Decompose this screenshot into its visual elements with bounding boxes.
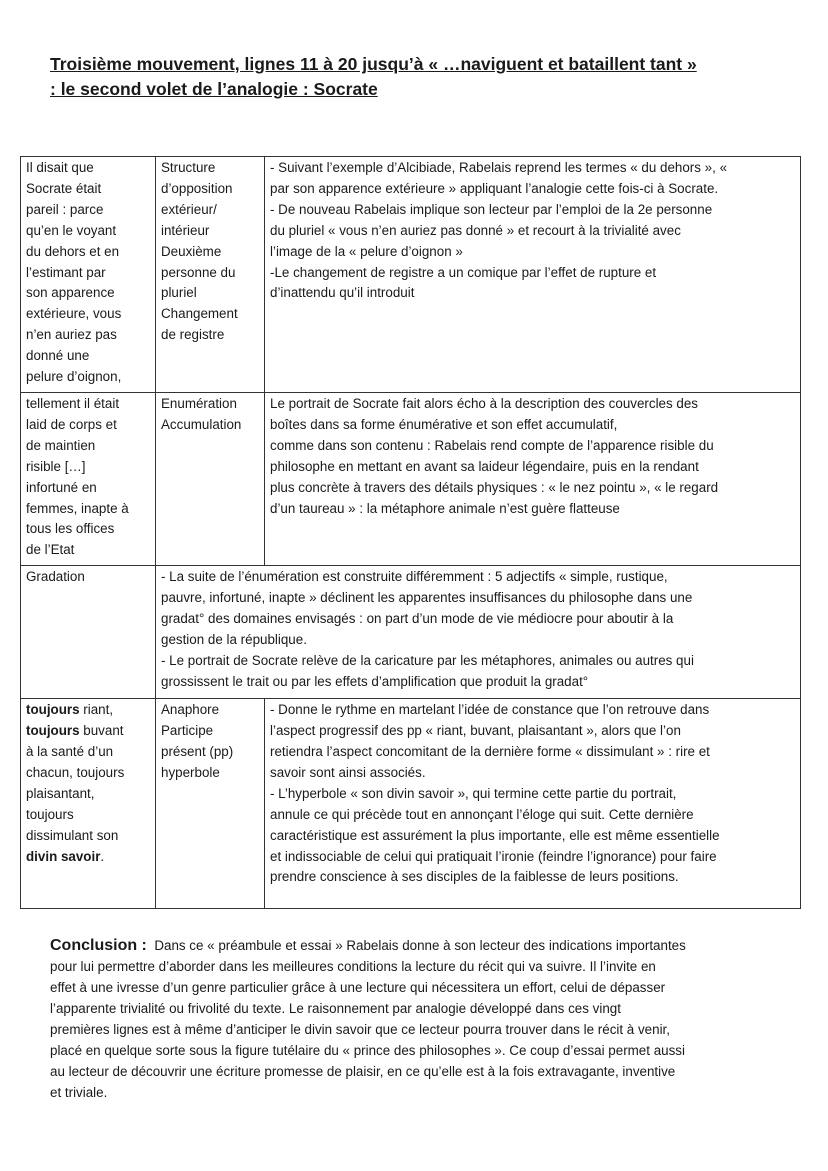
text-line: extérieur/ <box>161 201 217 217</box>
quote-line <box>26 721 151 742</box>
text-line: - Donne le rythme en martelant l’idée de constance que l’on retrouve dans <box>270 702 710 718</box>
text-line: personne du <box>161 264 236 280</box>
text-line: présent (pp) <box>161 744 234 760</box>
text-line: d’un taureau » : la métaphore animale n’est guère flatteuse <box>270 500 620 516</box>
conclusion-line: premières lignes est à même d’anticiper le divin savoir que ce lecteur pourra trouver dans le récit à venir, <box>50 1022 670 1037</box>
conclusion-line: Dans ce « préambule et essai » Rabelais donne à son lecteur des indications importantes <box>146 938 686 953</box>
table-row <box>21 566 801 699</box>
text-line: d’inattendu qu’il introduit <box>270 285 415 301</box>
conclusion-paragraph <box>50 935 795 1103</box>
text-line: laid de corps et <box>26 416 117 432</box>
text-line: risible […] <box>26 458 86 474</box>
conclusion-line: l’apparente trivialité ou frivolité du texte. Le raisonnement par analogie développé dans ces vingt <box>50 1001 621 1016</box>
text-line: -Le changement de registre a un comique par l’effet de rupture et <box>270 264 657 280</box>
device-cell <box>156 699 265 909</box>
text-line: de registre <box>161 327 225 343</box>
quote-text: buvant <box>79 723 124 739</box>
quote-line: plaisantant, <box>26 785 95 801</box>
quote-cell <box>21 157 156 393</box>
table-row <box>21 392 801 565</box>
text-line: prendre conscience à ses disciples de la faiblesse de leurs positions. <box>270 869 679 885</box>
quote-line: dissimulant son <box>26 827 119 843</box>
commentary-cell <box>265 699 801 909</box>
quote-text: riant, <box>79 702 114 718</box>
conclusion-line: effet à une ivresse d’un genre particulier grâce à une lecture qui nécessitera un effort, celui de dépasser <box>50 980 666 995</box>
text-line: n’en auriez pas <box>26 327 117 343</box>
quote-line: chacun, toujours <box>26 764 125 780</box>
text-line: du dehors et en <box>26 243 120 259</box>
commentary-cell <box>156 566 801 699</box>
analysis-table <box>20 156 801 909</box>
text-line: Structure <box>161 160 216 175</box>
text-line: gradat° des domaines envisagés : on part d’un mode de vie médiocre pour aboutir à la <box>161 611 674 627</box>
text-line: - Suivant l’exemple d’Alcibiade, Rabelais reprend les termes « du dehors », « <box>270 160 728 175</box>
text-line: annule ce qui précède tout en annonçant l’éloge qui suit. Cette dernière <box>270 806 694 822</box>
text-line: et indissociable de celui qui pratiquait l’ironie (feindre l’ignorance) pour faire <box>270 848 717 864</box>
text-line: donné une <box>26 348 90 364</box>
device-cell <box>156 157 265 393</box>
emphasis: toujours <box>26 723 80 739</box>
quote-line <box>26 847 151 868</box>
text-line: philosophe en mettant en avant sa laideur légendaire, puis en la rendant <box>270 458 699 474</box>
text-line: - Le portrait de Socrate relève de la caricature par les métaphores, animales ou autres qui <box>161 652 694 668</box>
conclusion-line: pour lui permettre d’aborder dans les meilleures conditions la lecture du récit qui va suivre. Il l’invite en <box>50 959 656 974</box>
text-line: pelure d’oignon, <box>26 369 122 385</box>
conclusion-line: au lecteur de découvrir une écriture promesse de plaisir, en ce qu’elle est à la fois extravagante, inventive <box>50 1064 676 1079</box>
text-line: Participe <box>161 723 214 739</box>
text-line: grossissent le trait ou par les effets d’amplification que produit la gradat° <box>161 673 589 689</box>
text-line: - L’hyperbole « son divin savoir », qui termine cette partie du portrait, <box>270 785 677 801</box>
quote-text: . <box>100 848 105 864</box>
text-line: hyperbole <box>161 764 220 780</box>
quote-cell <box>21 392 156 565</box>
quote-cell <box>21 699 156 909</box>
quote-cell <box>21 566 156 699</box>
text-line: Le portrait de Socrate fait alors écho à la description des couvercles des <box>270 395 698 411</box>
text-line: l’image de la « pelure d’oignon » <box>270 243 463 259</box>
text-line: infortuné en <box>26 479 97 495</box>
text-line: gestion de la république. <box>161 631 307 647</box>
text-line: Changement <box>161 306 238 322</box>
device-cell <box>156 392 265 565</box>
conclusion-body <box>50 938 686 1100</box>
conclusion-label: Conclusion : <box>50 937 147 954</box>
commentary-cell <box>265 157 801 393</box>
text-line: de maintien <box>26 437 96 453</box>
text-line: l’estimant par <box>26 264 106 280</box>
text-line: pluriel <box>161 285 197 301</box>
text-line: l’aspect progressif des pp « riant, buvant, plaisantant », alors que l’on <box>270 723 681 739</box>
text-line: - De nouveau Rabelais implique son lecteur par l’emploi de la 2e personne <box>270 201 713 217</box>
text-line: du pluriel « vous n’en auriez pas donné » et recourt à la trivialité avec <box>270 222 681 238</box>
text-line: comme dans son contenu : Rabelais rend compte de l’apparence risible du <box>270 437 714 453</box>
quote-line: à la santé d’un <box>26 744 114 760</box>
text-line: Anaphore <box>161 702 220 718</box>
text-line: Enumération <box>161 395 237 411</box>
text-line: intérieur <box>161 222 210 238</box>
title-line-2: : le second volet de l’analogie : Socrate <box>50 79 378 99</box>
conclusion-line: et triviale. <box>50 1085 108 1100</box>
text-line: extérieure, vous <box>26 306 122 322</box>
text-line: retiendra l’aspect concomitant de la dernière forme « dissimulant » : rire et <box>270 744 710 760</box>
text-line: par son apparence extérieure » appliquant l’analogie cette fois-ci à Socrate. <box>270 180 719 196</box>
text-line: Socrate était <box>26 180 102 196</box>
text-line: plus concrète à travers des détails physiques : « le nez pointu », « le regard <box>270 479 719 495</box>
text-line: savoir sont ainsi associés. <box>270 764 426 780</box>
text-line: Accumulation <box>161 416 242 432</box>
text-line: Gradation <box>26 569 85 585</box>
conclusion-line: placé en quelque sorte sous la figure tutélaire du « prince des philosophes ». Ce coup d’essai permet aussi <box>50 1043 685 1058</box>
text-line: pareil : parce <box>26 201 104 217</box>
table-row <box>21 699 801 909</box>
text-line: son apparence <box>26 285 115 301</box>
text-line: de l’Etat <box>26 542 75 558</box>
page-title <box>50 52 790 102</box>
text-line: qu’en le voyant <box>26 222 117 238</box>
emphasis: divin savoir <box>26 848 101 864</box>
quote-line: toujours <box>26 806 74 822</box>
text-line: - La suite de l’énumération est construite différemment : 5 adjectifs « simple, rustique, <box>161 569 668 585</box>
text-line: caractéristique est assurément la plus importante, elle est même essentielle <box>270 827 720 843</box>
text-line: pauvre, infortuné, inapte » déclinent les apparentes insuffisances du philosophe dans une <box>161 590 693 606</box>
text-line: Il disait que <box>26 160 94 175</box>
text-line: boîtes dans sa forme énumérative et son effet accumulatif, <box>270 416 618 432</box>
title-line-1: Troisième mouvement, lignes 11 à 20 jusqu’à « …naviguent et bataillent tant » <box>50 54 697 74</box>
quote-line <box>26 700 151 721</box>
text-line: d’opposition <box>161 180 233 196</box>
text-line: Deuxième <box>161 243 222 259</box>
commentary-cell <box>265 392 801 565</box>
text-line: tellement il était <box>26 395 120 411</box>
table-row <box>21 157 801 393</box>
emphasis: toujours <box>26 702 80 718</box>
text-line: femmes, inapte à <box>26 500 129 516</box>
text-line: tous les offices <box>26 521 115 537</box>
